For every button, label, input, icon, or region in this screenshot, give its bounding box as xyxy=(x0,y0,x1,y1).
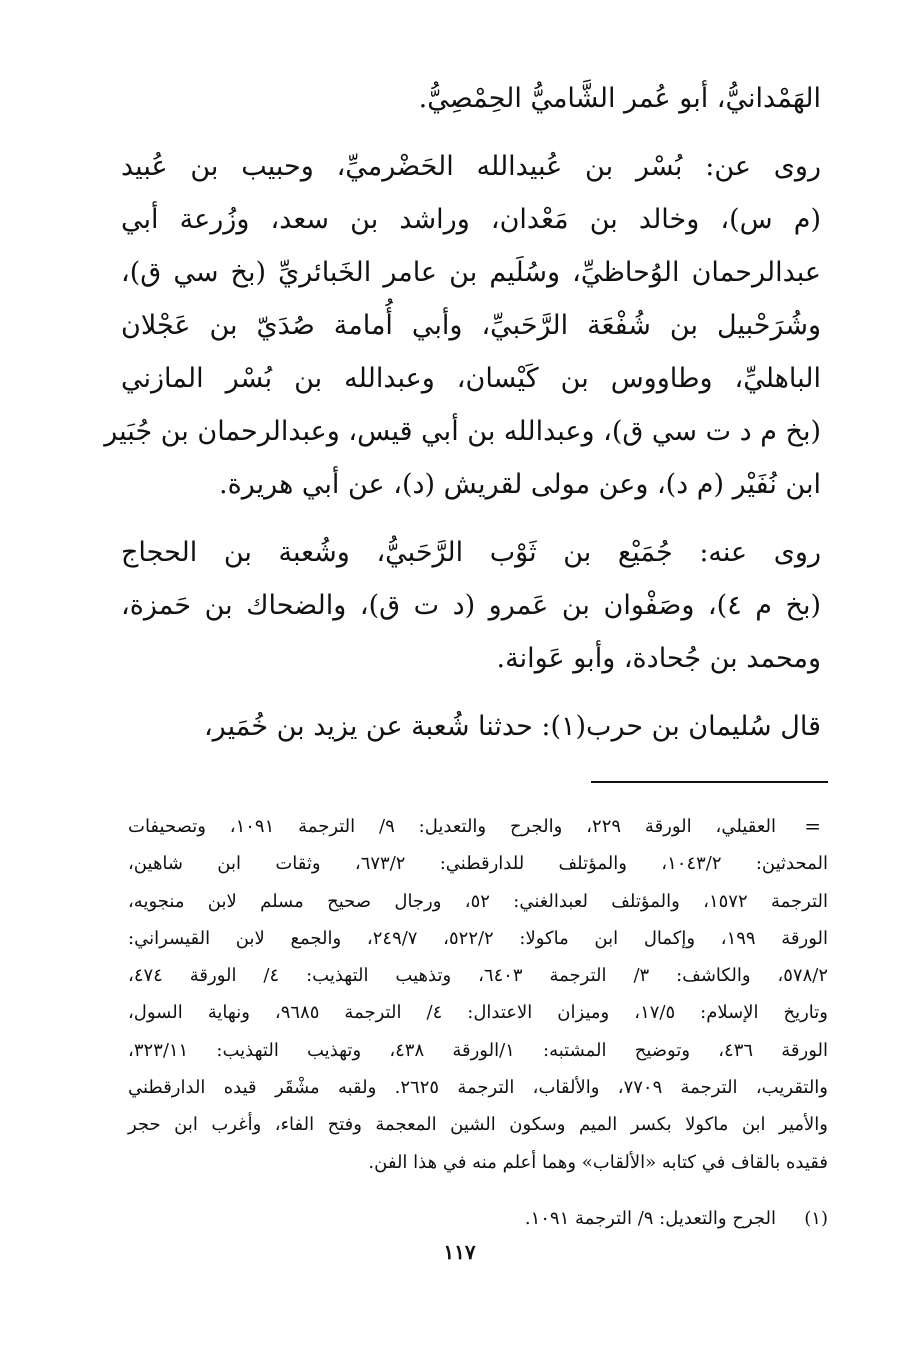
footnote-line: العقيلي، الورقة ٢٢٩، والجرح والتعديل: ٩/ الترجمة ١٠٩١، وتصحيفات xyxy=(128,816,777,837)
text-line: روى عنه: جُمَيْع بن ثَوْب الرَّحَبيُّ، وشُعبة بن الحجاج xyxy=(121,537,821,568)
text-line: الهَمْدانيُّ، أبو عُمر الشَّاميُّ الحِمْصِيُّ. xyxy=(418,83,821,114)
text-line: (م س)، وخالد بن مَعْدان، وراشد بن سعد، وزُرعة أبي xyxy=(121,204,821,235)
footnote-line: فقيده بالقاف في كتابه «الألقاب» وهما أعلم منه في هذا الفن. xyxy=(368,1151,828,1173)
footnote-line: الورقة ١٩٩، وإكمال ابن ماكولا: ٥٢٢/٢، ٢٤٩/٧، والجمع لابن القيسراني: xyxy=(128,927,829,949)
paragraph-gap xyxy=(121,685,821,700)
footnote-line: والأمير ابن ماكولا بكسر الميم وسكون الشين المعجمة وفتح الفاء، وأغرب ابن حجر xyxy=(128,1114,828,1136)
text-line: عبدالرحمان الوُحاظيِّ، وسُلَيم بن عامر الخَبائريِّ (بخ سي ق)، xyxy=(121,257,821,288)
footnote-continuation-mark: = xyxy=(804,814,821,838)
text-line: روى عن: بُسْر بن عُبيدالله الحَضْرميِّ، وحبيب بن عُبيد xyxy=(121,151,821,182)
footnote-line: الورقة ٤٣٦، وتوضيح المشتبه: ١/الورقة ٤٣٨، وتهذيب التهذيب: ٣٢٣/١١، xyxy=(128,1039,828,1061)
footnote-line: وتاريخ الإسلام: ١٧/٥، وميزان الاعتدال: ٤/ الترجمة ٩٦٨٥، ونهاية السول، xyxy=(128,1002,828,1024)
footnote-continuation xyxy=(128,808,828,1181)
main-text xyxy=(104,72,821,753)
footnote-1 xyxy=(128,1200,828,1237)
footnote-1-number: (١) xyxy=(804,1208,828,1229)
footnote-line: المحدثين: ١٠٤٣/٢، والمؤتلف للدارقطني: ٦٧٣/٢، وثقات ابن شاهين، xyxy=(128,853,828,875)
text-line: (بخ م د ت سي ق)، وعبدالله بن أبي قيس، وعبدالرحمان بن جُبَير xyxy=(104,416,821,447)
paragraph-gap xyxy=(121,125,821,140)
text-line: ومحمد بن جُحادة، وأبو عَوانة. xyxy=(496,643,821,674)
footnote-line: ٥٧٨/٢، والكاشف: ٣/ الترجمة ٦٤٠٣، وتذهيب التهذيب: ٤/ الورقة ٤٧٤، xyxy=(128,965,828,987)
footnote-line: الترجمة ١٥٧٢، والمؤتلف لعبدالغني: ٥٢، ورجال صحيح مسلم لابن منجويه، xyxy=(128,890,828,912)
footnote-line: والتقريب، الترجمة ٧٧٠٩، والألقاب، الترجمة ٢٦٢٥. ولقبه مشْقَر قيده الدارقطني xyxy=(128,1077,828,1099)
footnote-separator xyxy=(591,781,828,783)
text-line: ابن نُفَيْر (م د)، وعن مولى لقريش (د)، عن أبي هريرة. xyxy=(219,469,821,500)
text-line: وشُرَحْبيل بن شُفْعَة الرَّحَبيِّ، وأبي أُمامة صُدَيّ بن عَجْلان xyxy=(121,310,821,341)
page-number: ١١٧ xyxy=(443,1240,476,1264)
text-line: الباهليِّ، وطاووس بن كَيْسان، وعبدالله بن بُسْر المازني xyxy=(121,363,821,394)
text-line: (بخ م ٤)، وصَفْوان بن عَمرو (د ت ق)، والضحاك بن حَمزة، xyxy=(121,590,821,621)
paragraph-gap xyxy=(121,511,821,526)
footnote-1-text: الجرح والتعديل: ٩/ الترجمة ١٠٩١. xyxy=(524,1208,776,1229)
text-line: قال سُليمان بن حرب(١): حدثنا شُعبة عن يزيد بن خُمَير، xyxy=(203,711,821,742)
